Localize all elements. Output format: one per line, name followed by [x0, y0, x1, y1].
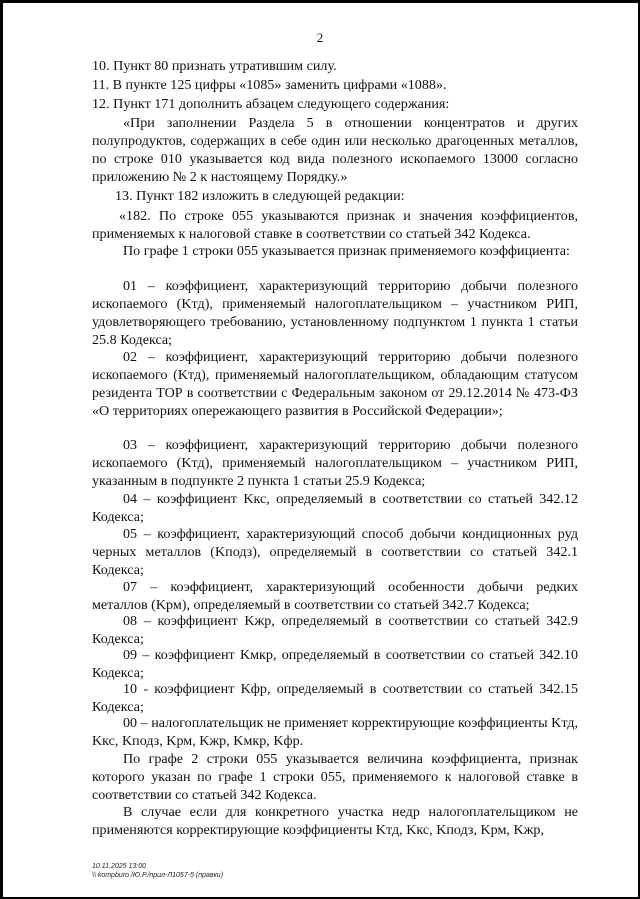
footer-date: 10.11.2025 13:00 [92, 863, 146, 870]
scan-border-left [0, 0, 3, 899]
item-10: 10. Пункт 80 признать утратившим силу. [92, 58, 337, 74]
item-13: 13. Пункт 182 изложить в следующей редакции: [115, 188, 405, 204]
final-paragraph: В случае если для конкретного участка недр налогоплательщиком не применяются корректирующие коэффициенты Kтд, Kкс, Kподз, Kрм, Kжр, [92, 804, 578, 838]
item-11: 11. В пункте 125 цифры «1085» заменить цифрами «1088». [92, 77, 447, 93]
coef-02: 02 – коэффициент, характеризующий территорию добычи полезного ископаемого (Kтд), применяемый налогоплательщиком, обладающим статусом резидента ТОР в соответствии с Федеральным законом от 29.12.2014 № 473-ФЗ «О территориях опережающего развития в Российской Федерации»; [92, 349, 578, 419]
graf-1: По графе 1 строки 055 указывается признак применяемого коэффициента: [123, 243, 570, 259]
coef-09: 09 – коэффициент Kмкр, определяемый в соответствии со статьей 342.10 Кодекса; [92, 647, 578, 681]
coef-08: 08 – коэффициент Kжр, определяемый в соответствии со статьей 342.9 Кодекса; [92, 613, 578, 647]
page-number: 2 [316, 30, 324, 45]
scan-border-top [0, 0, 640, 3]
coef-07: 07 – коэффициент, характеризующий особенности добычи редких металлов (Kрм), определяемый в соответствии со статьей 342.7 Кодекса; [92, 579, 578, 613]
coef-00: 00 – налогоплательщик не применяет корректирующие коэффициенты Kтд, Kкс, Kподз, Kрм, Kжр, Kмкр, Kфр. [92, 715, 578, 749]
coef-01: 01 – коэффициент, характеризующий территорию добычи полезного ископаемого (Kтд), применяемый налогоплательщиком – участником РИП, удовлетворяющего требованию, установленному подпунктом 1 пункта 1 статьи 25.8 Кодекса; [92, 278, 578, 348]
coef-10: 10 - коэффициент Kфр, определяемый в соответствии со статьей 342.15 Кодекса; [92, 681, 578, 715]
item-12: 12. Пункт 171 дополнить абзацем следующего содержания: [92, 96, 450, 112]
coef-04: 04 – коэффициент Kкс, определяемый в соответствии со статьей 342.12 Кодекса; [92, 491, 578, 525]
coef-05: 05 – коэффициент, характеризующий способ добычи кондиционных руд черных металлов (Kподз), определяемый в соответствии со статьей 342.1 Кодекса; [92, 526, 578, 578]
graf-2: По графе 2 строки 055 указывается величина коэффициента, признак которого указан по графе 1 строки 055, применяемого к налоговой ставке в соответствии со статьей 342 Кодекса. [92, 751, 578, 803]
quote-182: «182. По строке 055 указываются признак и значения коэффициентов, применяемых к налоговой ставке в соответствии со статьей 342 Кодекса. [92, 208, 578, 242]
footer-path: \\ kompburo /Ю.Р./прил-Л1057-5 (правки) [92, 872, 224, 879]
quote-171: «При заполнении Раздела 5 в отношении концентратов и других полупродуктов, содержащих в себе один или несколько драгоценных металлов, по строке 010 указывается код вида полезного ископаемого 13000 согласно приложению № 2 к настоящему Порядку.» [92, 115, 578, 185]
coef-03: 03 – коэффициент, характеризующий территорию добычи полезного ископаемого (Kтд), применяемый налогоплательщиком – участником РИП, указанным в подпункте 2 пункта 1 статьи 25.9 Кодекса; [92, 437, 578, 489]
